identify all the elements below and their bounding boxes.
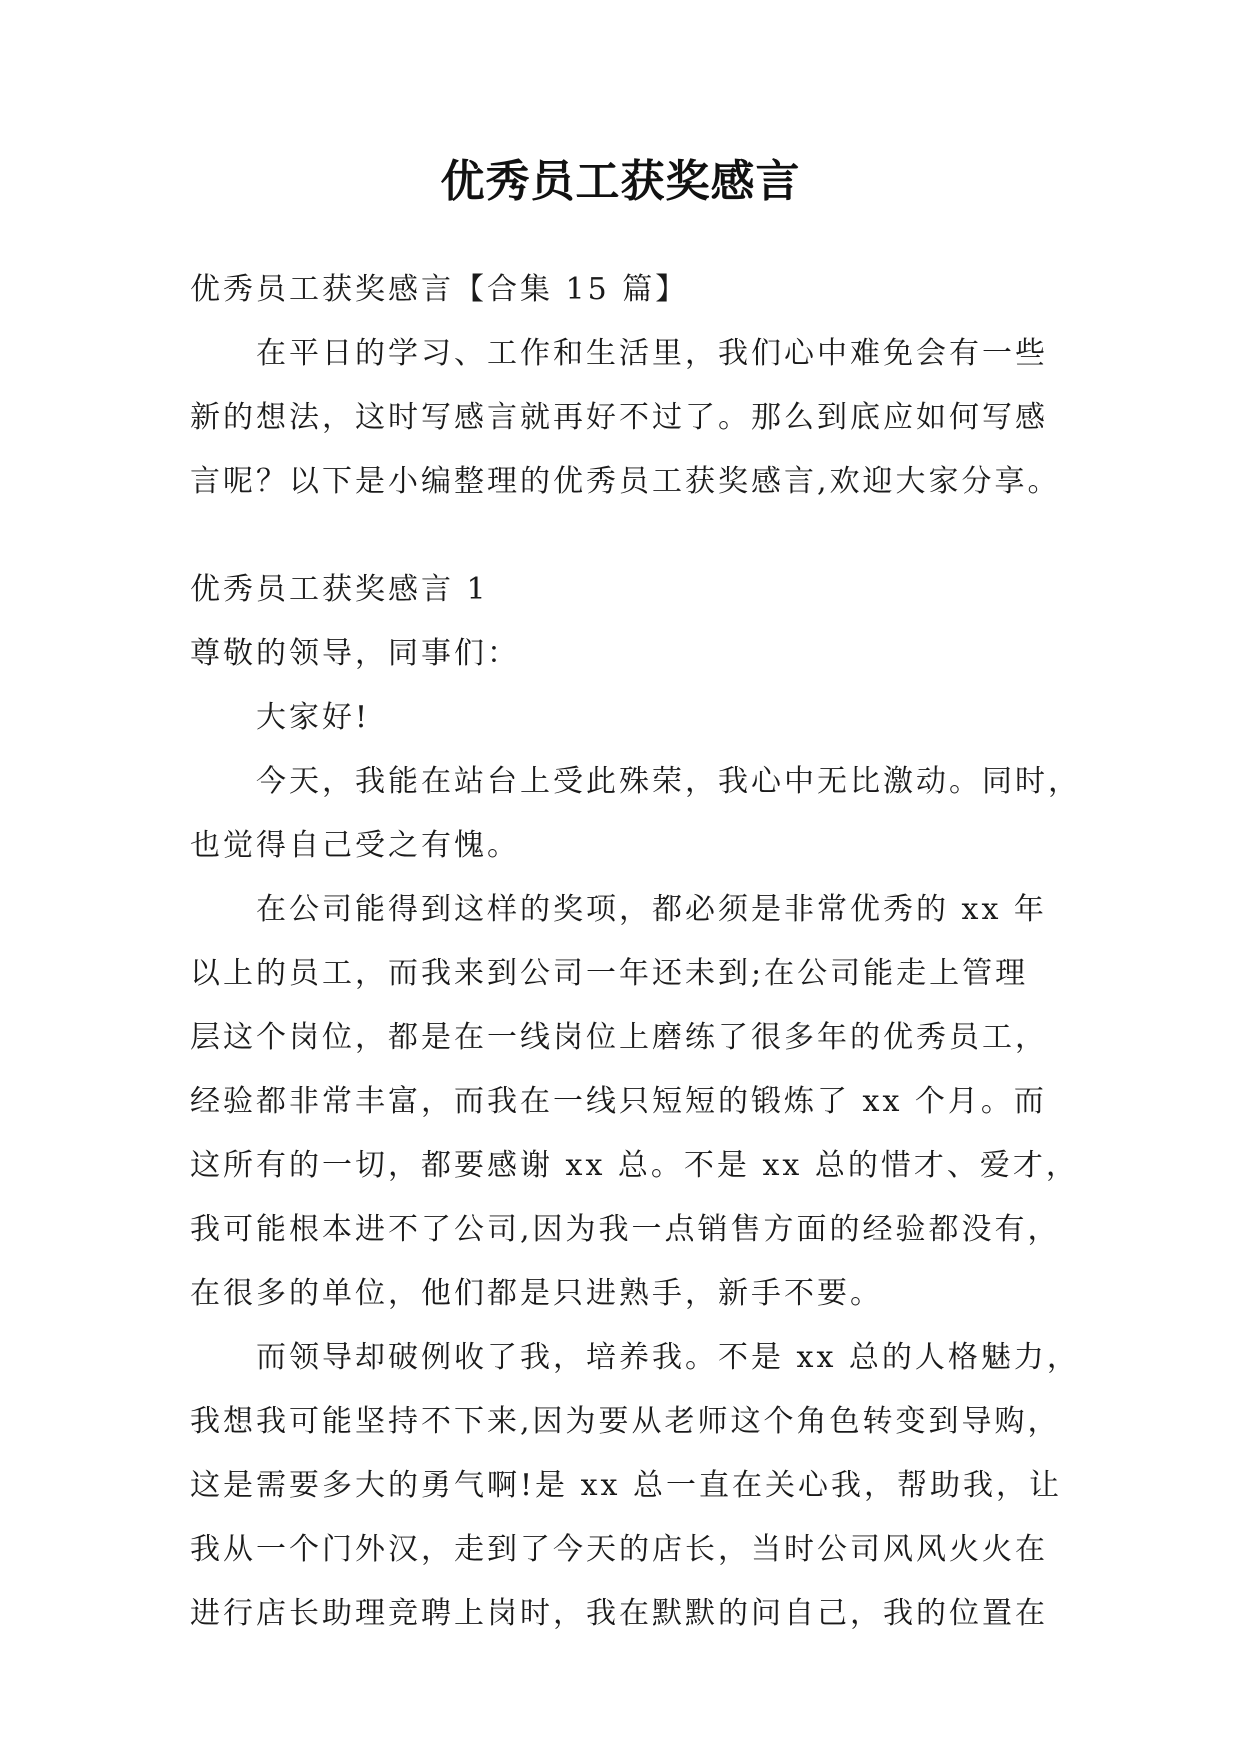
document-body	[190, 258, 1081, 1646]
collection-heading: 优秀员工获奖感言【合集 15 篇】	[190, 272, 689, 307]
section-spacer	[190, 514, 1050, 558]
intro-line: 新的想法，这时写感言就再好不过了。那么到底应如何写感	[190, 400, 1048, 435]
section-heading: 优秀员工获奖感言 1	[190, 572, 489, 607]
paragraph-line: 而领导却破例收了我，培养我。不是 xx 总的人格魅力，	[256, 1340, 1080, 1375]
paragraph-line: 层这个岗位，都是在一线岗位上磨练了很多年的优秀员工，	[190, 1020, 1048, 1055]
paragraph-line: 我想我可能坚持不下来,因为要从老师这个角色转变到导购，	[190, 1404, 1061, 1439]
document-title: 优秀员工获奖感言	[440, 156, 801, 207]
paragraph-line: 在很多的单位，他们都是只进熟手，新手不要。	[190, 1276, 883, 1311]
salutation: 尊敬的领导，同事们：	[190, 636, 520, 671]
paragraph-line: 这是需要多大的勇气啊!是 xx 总一直在关心我，帮助我，让	[190, 1468, 1062, 1503]
paragraph-line: 以上的员工，而我来到公司一年还未到;在公司能走上管理	[190, 956, 1029, 991]
paragraph-line: 我可能根本进不了公司,因为我一点销售方面的经验都没有，	[190, 1212, 1061, 1247]
intro-line: 在平日的学习、工作和生活里，我们心中难免会有一些	[256, 336, 1048, 371]
paragraph-line: 在公司能得到这样的奖项，都必须是非常优秀的 xx 年	[256, 892, 1047, 927]
paragraph-line: 这所有的一切，都要感谢 xx 总。不是 xx 总的惜才、爱才，	[190, 1148, 1079, 1183]
greeting: 大家好!	[256, 700, 371, 735]
paragraph-line: 经验都非常丰富，而我在一线只短短的锻炼了 xx 个月。而	[190, 1084, 1047, 1119]
paragraph-line: 进行店长助理竞聘上岗时，我在默默的问自己，我的位置在	[190, 1596, 1048, 1631]
paragraph-line: 也觉得自己受之有愧。	[190, 828, 520, 863]
paragraph-line: 我从一个门外汉，走到了今天的店长，当时公司风风火火在	[190, 1532, 1048, 1567]
paragraph-line: 今天，我能在站台上受此殊荣，我心中无比激动。同时，	[256, 764, 1081, 799]
intro-line: 言呢？以下是小编整理的优秀员工获奖感言,欢迎大家分享。	[190, 464, 1061, 499]
